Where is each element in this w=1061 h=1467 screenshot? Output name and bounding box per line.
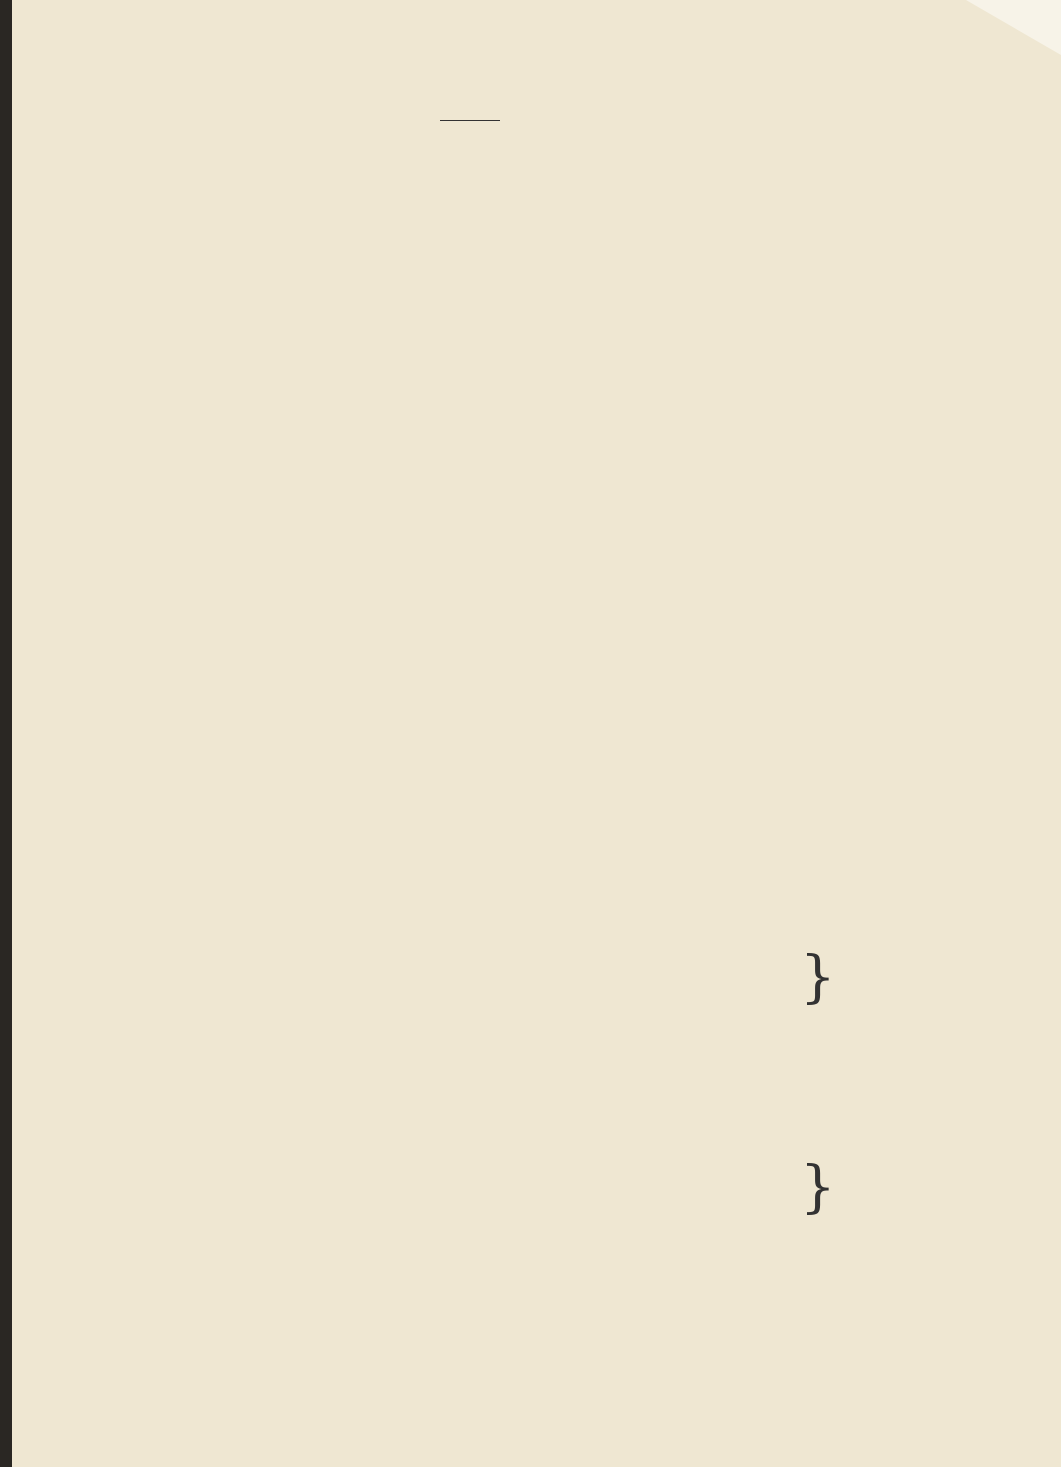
- book-spine: [0, 0, 12, 1467]
- folded-corner: [966, 0, 1061, 55]
- remark-brace-2: }: [800, 1155, 836, 1220]
- remark-brace-1: }: [800, 945, 836, 1010]
- page-number-rule: [440, 120, 500, 121]
